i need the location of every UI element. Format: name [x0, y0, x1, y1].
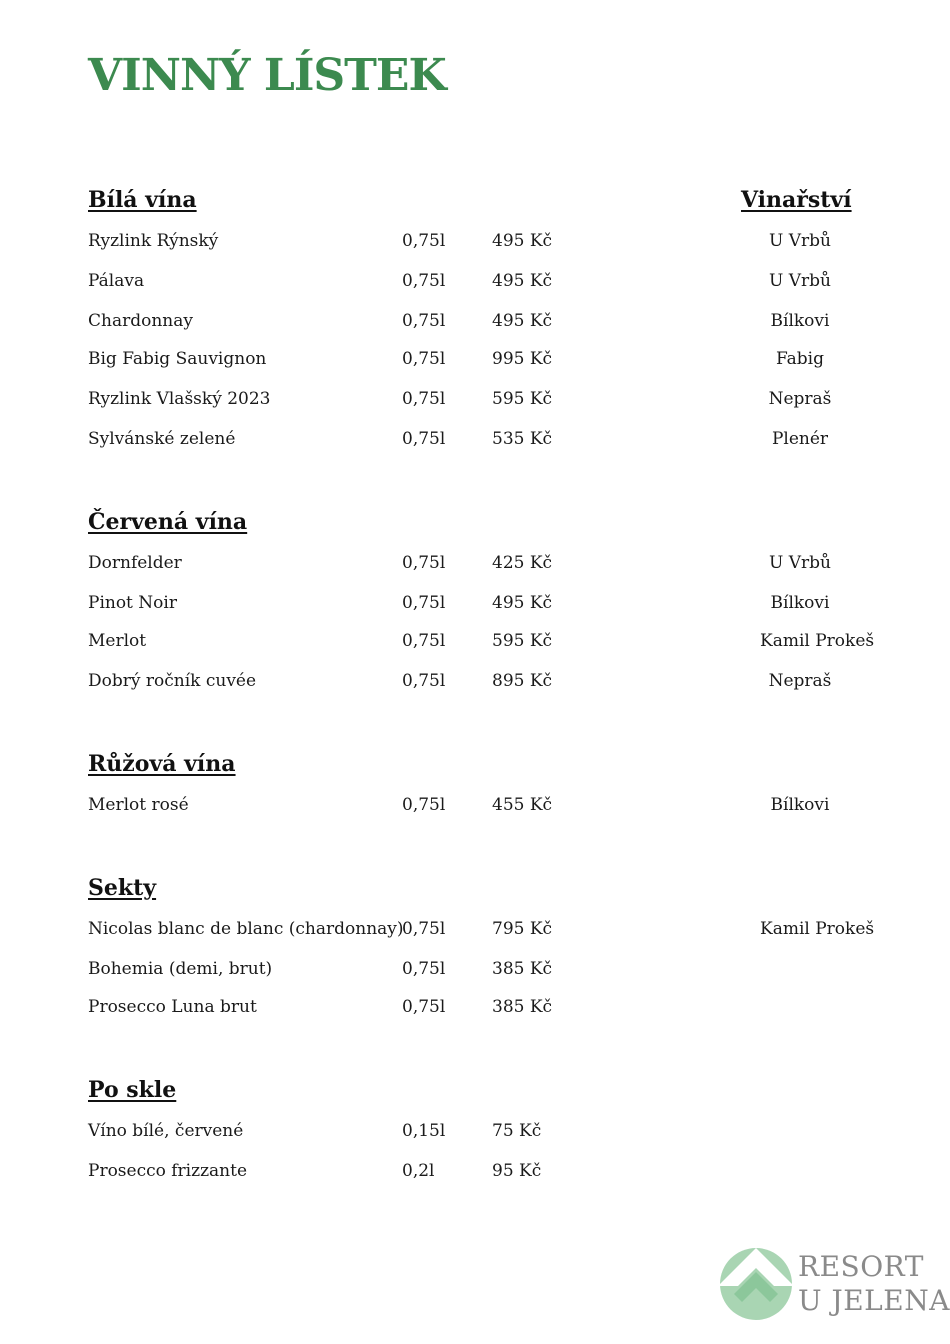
wine-name: Sylvánské zelené — [88, 429, 236, 449]
list-item — [0, 271, 950, 295]
winery-column-header: Vinařství — [741, 187, 852, 213]
wine-volume: 0,75l — [402, 997, 446, 1017]
list-item — [0, 231, 950, 255]
wine-winery: Bílkovi — [770, 795, 830, 815]
wine-name: Merlot — [88, 631, 147, 651]
wine-name: Pinot Noir — [88, 593, 177, 613]
wine-name: Bohemia (demi, brut) — [88, 959, 273, 979]
wine-volume: 0,2l — [402, 1161, 435, 1181]
wine-name: Pálava — [88, 271, 145, 291]
wine-volume: 0,75l — [402, 389, 446, 409]
wine-winery: Kamil Prokeš — [760, 631, 875, 651]
wine-price: 495 Kč — [492, 311, 553, 331]
list-item — [0, 389, 950, 413]
wine-winery: U Vrbů — [769, 553, 831, 573]
list-item — [0, 1161, 950, 1185]
list-item — [0, 311, 950, 335]
list-item — [0, 349, 950, 373]
section-heading-red: Červená vína — [88, 509, 248, 535]
wine-volume: 0,75l — [402, 429, 446, 449]
wine-name: Ryzlink Vlašský 2023 — [88, 389, 271, 409]
list-item — [0, 1121, 950, 1145]
list-item — [0, 959, 950, 983]
wine-winery: Nepraš — [768, 389, 832, 409]
wine-name: Big Fabig Sauvignon — [88, 349, 267, 369]
wine-name: Dobrý ročník cuvée — [88, 671, 257, 691]
wine-price: 595 Kč — [492, 631, 553, 651]
wine-price: 795 Kč — [492, 919, 553, 939]
wine-name: Víno bílé, červené — [88, 1121, 244, 1141]
wine-winery: U Vrbů — [769, 231, 831, 251]
wine-volume: 0,75l — [402, 231, 446, 251]
wine-winery: Bílkovi — [770, 593, 830, 613]
wine-winery: Bílkovi — [770, 311, 830, 331]
wine-price: 75 Kč — [492, 1121, 542, 1141]
wine-price: 95 Kč — [492, 1161, 542, 1181]
list-item — [0, 671, 950, 695]
wine-name: Chardonnay — [88, 311, 193, 331]
wine-price: 895 Kč — [492, 671, 553, 691]
wine-price: 495 Kč — [492, 271, 553, 291]
list-item — [0, 631, 950, 655]
wine-volume: 0,75l — [402, 795, 446, 815]
wine-volume: 0,75l — [402, 349, 446, 369]
wine-name: Merlot rosé — [88, 795, 189, 815]
list-item — [0, 593, 950, 617]
list-item — [0, 553, 950, 577]
logo-text-line1: RESORT — [798, 1250, 924, 1283]
wine-price: 455 Kč — [492, 795, 553, 815]
wine-price: 385 Kč — [492, 959, 553, 979]
wine-price: 995 Kč — [492, 349, 553, 369]
wine-price: 495 Kč — [492, 231, 553, 251]
wine-name: Nicolas blanc de blanc (chardonnay) — [88, 919, 404, 939]
section-heading-by-glass: Po skle — [88, 1077, 177, 1103]
wine-price: 425 Kč — [492, 553, 553, 573]
section-heading-white: Bílá vína — [88, 187, 197, 213]
wine-volume: 0,75l — [402, 553, 446, 573]
wine-winery: U Vrbů — [769, 271, 831, 291]
wine-volume: 0,75l — [402, 919, 446, 939]
wine-volume: 0,75l — [402, 271, 446, 291]
logo-text-line2: U JELENA — [798, 1284, 950, 1317]
section-heading-sparkling: Sekty — [88, 875, 157, 901]
wine-price: 595 Kč — [492, 389, 553, 409]
wine-price: 535 Kč — [492, 429, 553, 449]
wine-volume: 0,75l — [402, 959, 446, 979]
list-item — [0, 919, 950, 943]
wine-winery: Nepraš — [768, 671, 832, 691]
wine-name: Ryzlink Rýnský — [88, 231, 219, 251]
page-title: VINNÝ LÍSTEK — [88, 50, 446, 101]
wine-winery: Plenér — [771, 429, 829, 449]
list-item — [0, 997, 950, 1021]
wine-volume: 0,75l — [402, 311, 446, 331]
wine-volume: 0,75l — [402, 631, 446, 651]
wine-name: Prosecco Luna brut — [88, 997, 257, 1017]
list-item — [0, 795, 950, 819]
wine-name: Prosecco frizzante — [88, 1161, 248, 1181]
wine-winery: Fabig — [776, 349, 824, 369]
list-item — [0, 429, 950, 453]
wine-volume: 0,75l — [402, 593, 446, 613]
wine-price: 495 Kč — [492, 593, 553, 613]
wine-winery: Kamil Prokeš — [760, 919, 875, 939]
wine-name: Dornfelder — [88, 553, 182, 573]
wine-volume: 0,75l — [402, 671, 446, 691]
section-heading-rose: Růžová vína — [88, 751, 236, 777]
wine-price: 385 Kč — [492, 997, 553, 1017]
wine-volume: 0,15l — [402, 1121, 446, 1141]
